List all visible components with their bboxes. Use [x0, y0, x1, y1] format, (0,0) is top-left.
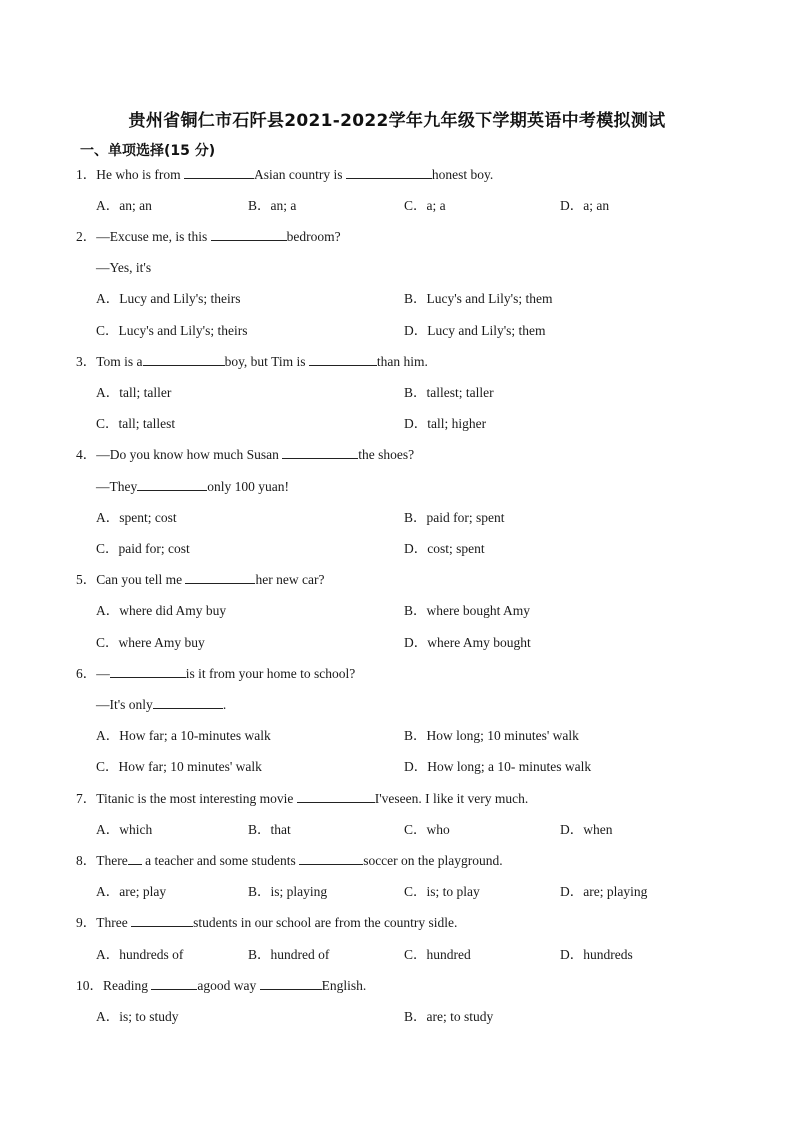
option-b[interactable]: B．that [248, 822, 291, 837]
option-d[interactable]: D．How long; a 10- minutes walk [404, 759, 592, 774]
option-a[interactable]: A．spent; cost [96, 510, 177, 525]
question-4-reply: —They only 100 yuan! [96, 479, 289, 494]
option-b[interactable]: B．tallest; taller [404, 385, 494, 400]
answer-blank[interactable] [143, 353, 225, 366]
option-d[interactable]: D．tall; higher [404, 416, 487, 431]
option-b[interactable]: B．hundred of [248, 947, 330, 962]
question-6: 6．— is it from your home to school? [76, 666, 356, 681]
option-c[interactable]: C．where Amy buy [96, 635, 205, 650]
question-8: 8．There a teacher and some students soccer on the playground. [76, 853, 503, 868]
answer-blank[interactable] [282, 446, 358, 459]
option-c[interactable]: C．a; a [404, 198, 446, 213]
option-c[interactable]: C．hundred [404, 947, 471, 962]
option-a[interactable]: A．is; to study [96, 1009, 179, 1024]
option-b[interactable]: B．paid for; spent [404, 510, 505, 525]
option-a[interactable]: A．where did Amy buy [96, 603, 227, 618]
option-c[interactable]: C．Lucy's and Lily's; theirs [96, 323, 248, 338]
option-d[interactable]: D．are; playing [560, 884, 648, 899]
answer-blank[interactable] [151, 977, 197, 990]
option-d[interactable]: D．hundreds [560, 947, 633, 962]
question-10: 10．Reading agood way English. [76, 978, 367, 993]
question-number: 2． [76, 229, 97, 244]
question-number: 9． [76, 915, 97, 930]
option-d[interactable]: D．where Amy bought [404, 635, 531, 650]
question-1: 1．He who is from Asian country is honest boy. [76, 167, 494, 182]
page-title: 贵州省铜仁市石阡县2021-2022学年九年级下学期英语中考模拟测试 [128, 111, 666, 131]
option-a[interactable]: A．are; play [96, 884, 167, 899]
option-a[interactable]: A．hundreds of [96, 947, 184, 962]
option-a[interactable]: A．an; an [96, 198, 152, 213]
option-d[interactable]: D．a; an [560, 198, 610, 213]
question-number: 6． [76, 666, 97, 681]
answer-blank[interactable] [153, 696, 223, 709]
answer-blank[interactable] [137, 478, 207, 491]
option-d[interactable]: D．Lucy and Lily's; them [404, 323, 546, 338]
option-a[interactable]: A．tall; taller [96, 385, 172, 400]
answer-blank[interactable] [131, 914, 193, 927]
option-b[interactable]: B．How long; 10 minutes' walk [404, 728, 579, 743]
answer-blank[interactable] [297, 790, 375, 803]
question-2-reply: —Yes, it's [96, 260, 152, 275]
answer-blank[interactable] [309, 353, 377, 366]
section-heading: 一、单项选择(15 分) [80, 143, 216, 159]
option-c[interactable]: C．tall; tallest [96, 416, 176, 431]
answer-blank[interactable] [128, 852, 142, 865]
answer-blank[interactable] [185, 571, 255, 584]
question-6-reply: —It's only . [96, 697, 227, 712]
option-c[interactable]: C．who [404, 822, 450, 837]
option-b[interactable]: B．an; a [248, 198, 297, 213]
question-7: 7．Titanic is the most interesting movie I'veseen. I like it very much. [76, 791, 529, 806]
option-a[interactable]: A．How far; a 10-minutes walk [96, 728, 271, 743]
question-number: 8． [76, 853, 97, 868]
option-c[interactable]: C．How far; 10 minutes' walk [96, 759, 262, 774]
option-b[interactable]: B．where bought Amy [404, 603, 530, 618]
question-2: 2．—Excuse me, is this bedroom? [76, 229, 341, 244]
answer-blank[interactable] [299, 852, 363, 865]
answer-blank[interactable] [260, 977, 322, 990]
answer-blank[interactable] [184, 166, 254, 179]
question-number: 10． [76, 978, 103, 993]
question-number: 1． [76, 167, 97, 182]
option-b[interactable]: B．Lucy's and Lily's; them [404, 291, 553, 306]
option-a[interactable]: A．Lucy and Lily's; theirs [96, 291, 241, 306]
answer-blank[interactable] [211, 228, 287, 241]
question-number: 5． [76, 572, 97, 587]
option-b[interactable]: B．are; to study [404, 1009, 494, 1024]
question-number: 4． [76, 447, 97, 462]
option-a[interactable]: A．which [96, 822, 153, 837]
answer-blank[interactable] [110, 665, 186, 678]
question-4: 4．—Do you know how much Susan the shoes? [76, 447, 415, 462]
option-d[interactable]: D．when [560, 822, 613, 837]
answer-blank[interactable] [346, 166, 432, 179]
option-d[interactable]: D．cost; spent [404, 541, 485, 556]
question-9: 9．Three students in our school are from the country sidle. [76, 915, 458, 930]
option-c[interactable]: C．is; to play [404, 884, 480, 899]
question-number: 7． [76, 791, 97, 806]
question-3: 3．Tom is a boy, but Tim is than him. [76, 354, 428, 369]
option-c[interactable]: C．paid for; cost [96, 541, 190, 556]
question-number: 3． [76, 354, 97, 369]
option-b[interactable]: B．is; playing [248, 884, 328, 899]
question-5: 5．Can you tell me her new car? [76, 572, 325, 587]
